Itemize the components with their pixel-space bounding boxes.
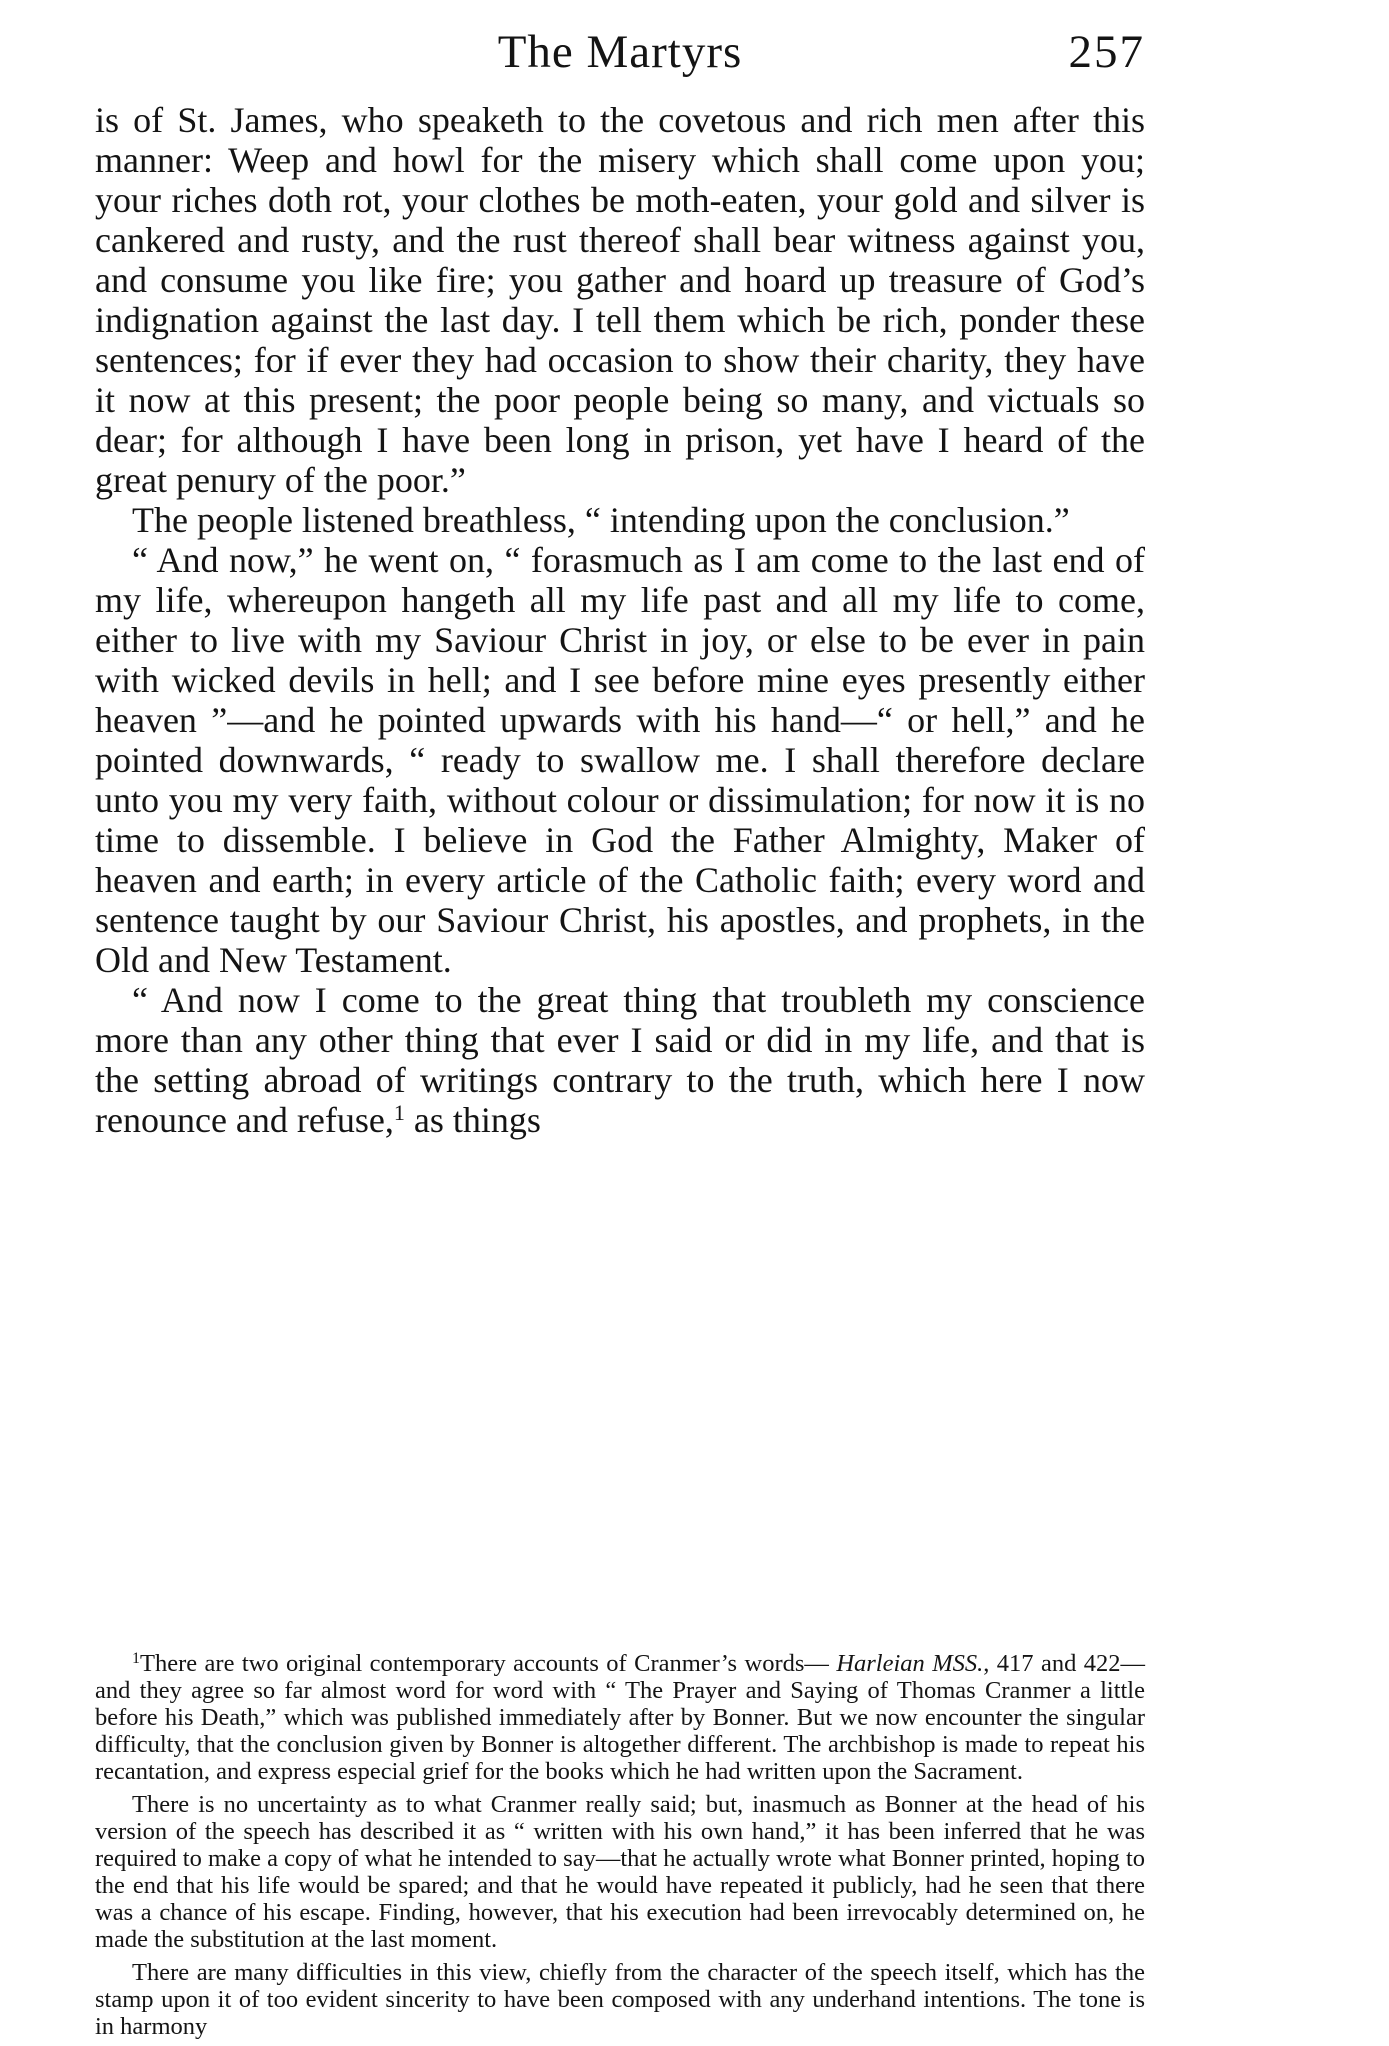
paragraph-4-text: “ And now I come to the great thing that troubleth my conscience more than any other thing that ever I said or did in my life, and that is the setting abroad of writings contrary to the truth, which here I now renounce and refuse,	[95, 980, 1145, 1140]
paragraph-4	[95, 980, 1145, 1140]
paragraph-2: The people listened breathless, “ intending upon the conclusion.”	[132, 500, 1070, 540]
running-head	[95, 20, 1145, 84]
footnote-1-text: , 417 and 422—and they agree so far almost word for word with “ The Prayer and Saying of Thomas Cranmer a little before his Death,” which was published immediately after by Bonner. But we now encounter the singular difficulty, that the conclusion given by Bonner is altogether different. The archbishop is made to repeat his recantation, and express especial grief for the books which he had written upon the Sacrament.	[95, 1650, 1145, 1785]
paragraph-1: is of St. James, who speaketh to the covetous and rich men after this manner: Weep and howl for the misery which shall come upon you; your riches doth rot, your clothes be moth-eaten, your gold and silver is cankered and rusty, and the rust thereof shall bear witness against you, and consume you like fire; you gather and hoard up treasure of God’s indignation against the last day. I tell them which be rich, ponder these sentences; for if ever they had occasion to show their charity, they have it now at this present; the poor people being so many, and victuals so dear; for although I have been long in prison, yet have I heard of the great penury of the poor.”	[95, 100, 1145, 500]
footnote-marker: 1	[132, 1650, 140, 1667]
footnote-paragraph-3: There are many difficulties in this view, chiefly from the character of the speech itself, which has the stamp upon it of too evident sincerity to have been composed with any underhand intentions. The tone is in harmony	[95, 1959, 1145, 2040]
footnote-1-source: Harleian MSS.	[836, 1650, 984, 1677]
paragraph-4-continuation: as things	[404, 1100, 541, 1140]
running-title: The Martyrs	[497, 26, 743, 78]
main-text	[95, 100, 1145, 1140]
footnote-1-lead: There are two original contemporary accounts of Cranmer’s words—	[140, 1650, 829, 1677]
footnote-paragraph-2: There is no uncertainty as to what Cranmer really said; but, inasmuch as Bonner at the head of his version of the speech has described it as “ written with his own hand,” it has been inferred that he was required to make a copy of what he intended to say—that he actually wrote what Bonner printed, hoping to the end that his life would be spared; and that he would have repeated it publicly, had he seen that there was a chance of his escape. Finding, however, that his execution had been irrevocably determined on, he made the substitution at the last moment.	[95, 1791, 1145, 1953]
footnote-reference: 1	[393, 1100, 405, 1125]
paragraph-3: “ And now,” he went on, “ forasmuch as I am come to the last end of my life, whereupon hangeth all my life past and all my life to come, either to live with my Saviour Christ in joy, or else to be ever in pain with wicked devils in hell; and I see before mine eyes presently either heaven ”—and he pointed upwards with his hand—“ or hell,” and he pointed downwards, “ ready to swallow me. I shall therefore declare unto you my very faith, without colour or dissimulation; for now it is no time to dissemble. I believe in God the Father Almighty, Maker of heaven and earth; in every article of the Catholic faith; every word and sentence taught by our Saviour Christ, his apostles, and prophets, in the Old and New Testament.	[95, 540, 1145, 980]
footnote-1	[95, 1650, 1145, 1785]
page-number: 257	[1068, 26, 1145, 78]
footnotes	[95, 1650, 1145, 2046]
